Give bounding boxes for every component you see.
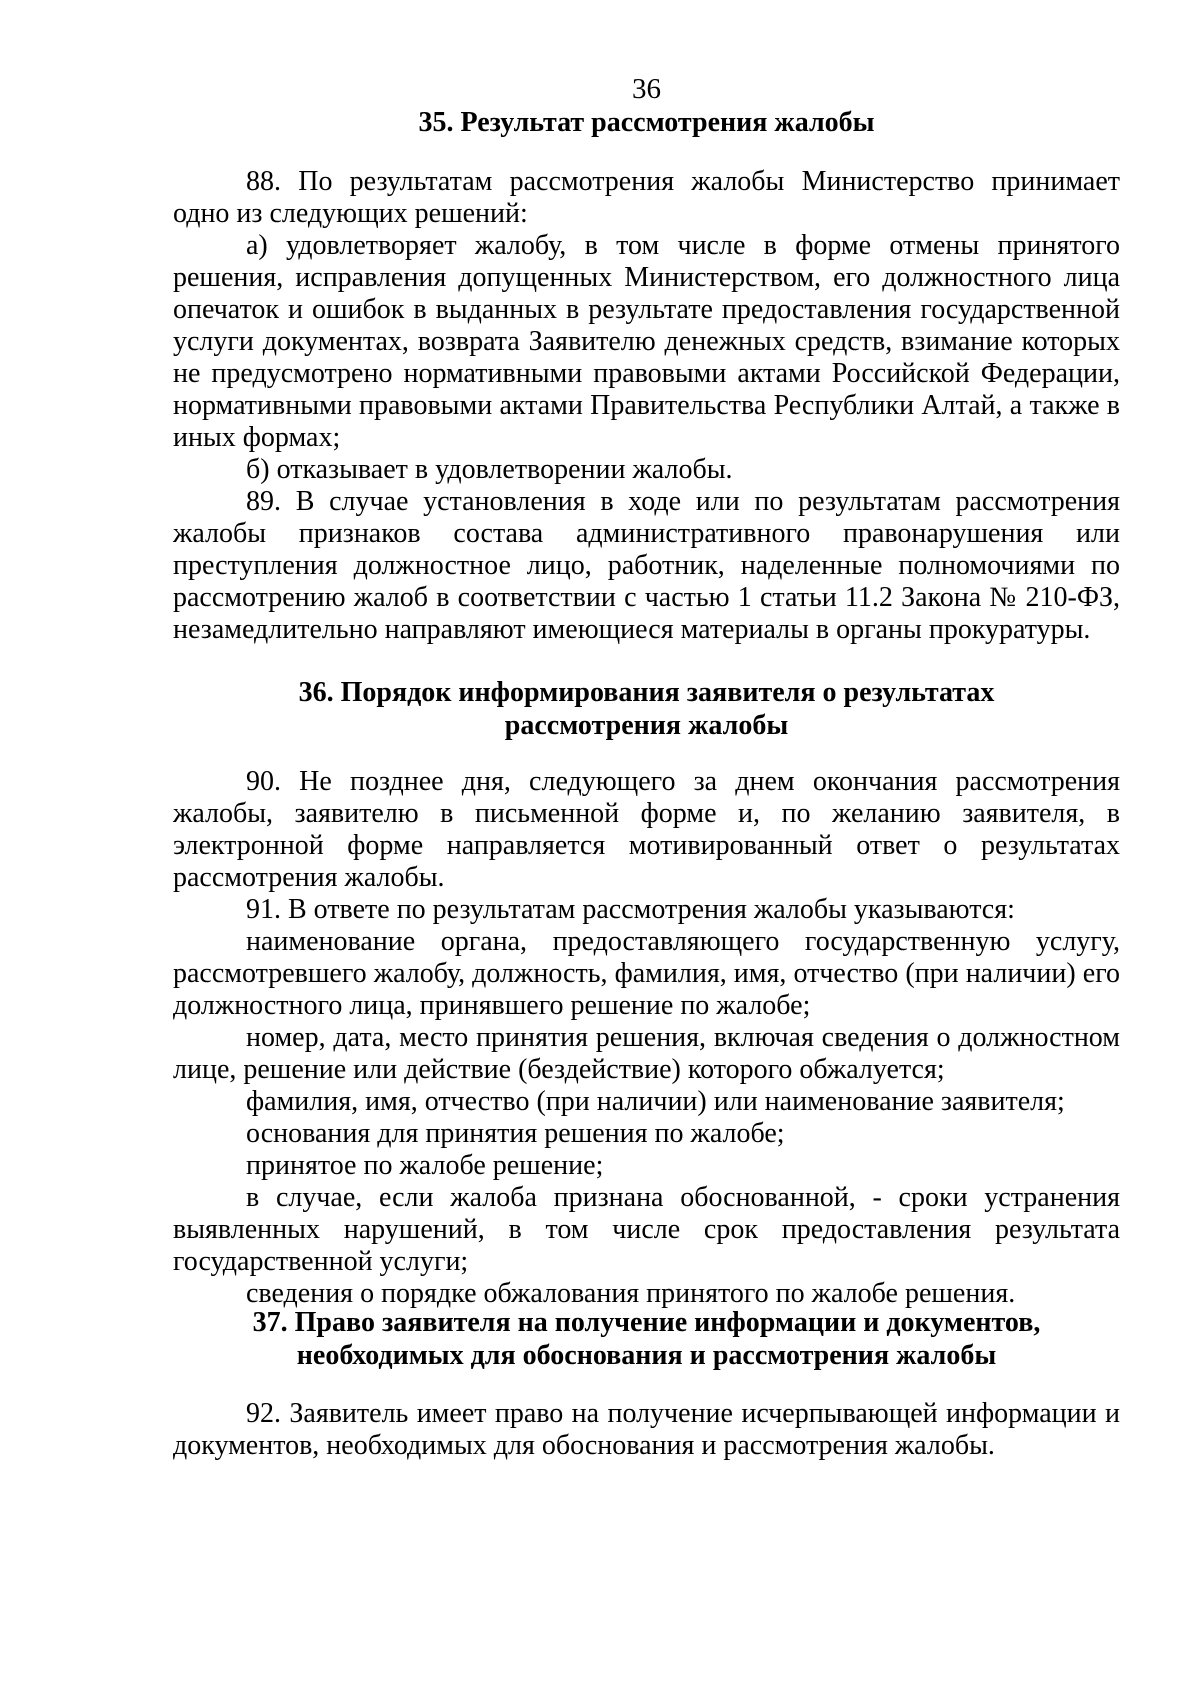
list-item-applicant-name: фамилия, имя, отчество (при наличии) или наименование заявителя; <box>246 1086 1065 1117</box>
section-36-heading-line1: 36. Порядок информирования заявителя о результатах <box>298 677 995 708</box>
section-36-heading <box>173 676 1120 742</box>
section-37-heading-line2: необходимых для обоснования и рассмотрения жалобы <box>296 1340 997 1371</box>
list-item-decision-grounds: основания для принятия решения по жалобе; <box>246 1118 785 1149</box>
paragraph-88-b: б) отказывает в удовлетворении жалобы. <box>246 454 733 485</box>
section-35-heading: 35. Результат рассмотрения жалобы <box>418 107 875 138</box>
list-item-remedy-terms: в случае, если жалоба признана обоснованной, - сроки устранения выявленных нарушений, в том числе срок предоставления результата государственной услуги; <box>173 1182 1120 1277</box>
paragraph-88: 88. По результатам рассмотрения жалобы Министерство принимает одно из следующих решений: <box>173 166 1120 229</box>
list-item-decision-number: номер, дата, место принятия решения, включая сведения о должностном лице, решение или действие (бездействие) которого обжалуется; <box>173 1022 1120 1085</box>
section-37-body <box>173 1398 1120 1462</box>
page-number: 36 <box>632 73 661 105</box>
section-36-heading-line2: рассмотрения жалобы <box>504 710 789 741</box>
list-item-decision: принятое по жалобе решение; <box>246 1150 604 1181</box>
paragraph-88-a: а) удовлетворяет жалобу, в том числе в форме отмены принятого решения, исправления допущенных Министерством, его должностного лица опечаток и ошибок в выданных в результате предоставления государственной услуги документах, возврата Заявителю денежных средств, взимание которых не предусмотрено нормативными правовыми актами Российской Федерации, нормативными правовыми актами Правительства Республики Алтай, а также в иных формах; <box>173 230 1120 453</box>
section-36-body <box>173 766 1120 1310</box>
section-37-heading <box>173 1306 1120 1372</box>
section-35-body <box>173 166 1120 646</box>
paragraph-89: 89. В случае установления в ходе или по результатам рассмотрения жалобы признаков состава административного правонарушения или преступления должностное лицо, работник, наделенные полномочиями по рассмотрению жалоб в соответствии с частью 1 статьи 11.2 Закона № 210-ФЗ, незамедлительно направляют имеющиеся материалы в органы прокуратуры. <box>173 486 1120 645</box>
paragraph-92: 92. Заявитель имеет право на получение исчерпывающей информации и документов, необходимых для обоснования и рассмотрения жалобы. <box>173 1398 1120 1461</box>
list-item-organ-name: наименование органа, предоставляющего государственную услугу, рассмотревшего жалобу, должность, фамилия, имя, отчество (при наличии) его должностного лица, принявшего решение по жалобе; <box>173 926 1120 1021</box>
paragraph-91: 91. В ответе по результатам рассмотрения жалобы указываются: <box>246 894 1015 925</box>
section-37-heading-line1: 37. Право заявителя на получение информации и документов, <box>252 1307 1041 1338</box>
paragraph-90: 90. Не позднее дня, следующего за днем окончания рассмотрения жалобы, заявителю в письменной форме и, по желанию заявителя, в электронной форме направляется мотивированный ответ о результатах рассмотрения жалобы. <box>173 766 1120 893</box>
list-item-appeal-procedure: сведения о порядке обжалования принятого по жалобе решения. <box>246 1278 1016 1309</box>
